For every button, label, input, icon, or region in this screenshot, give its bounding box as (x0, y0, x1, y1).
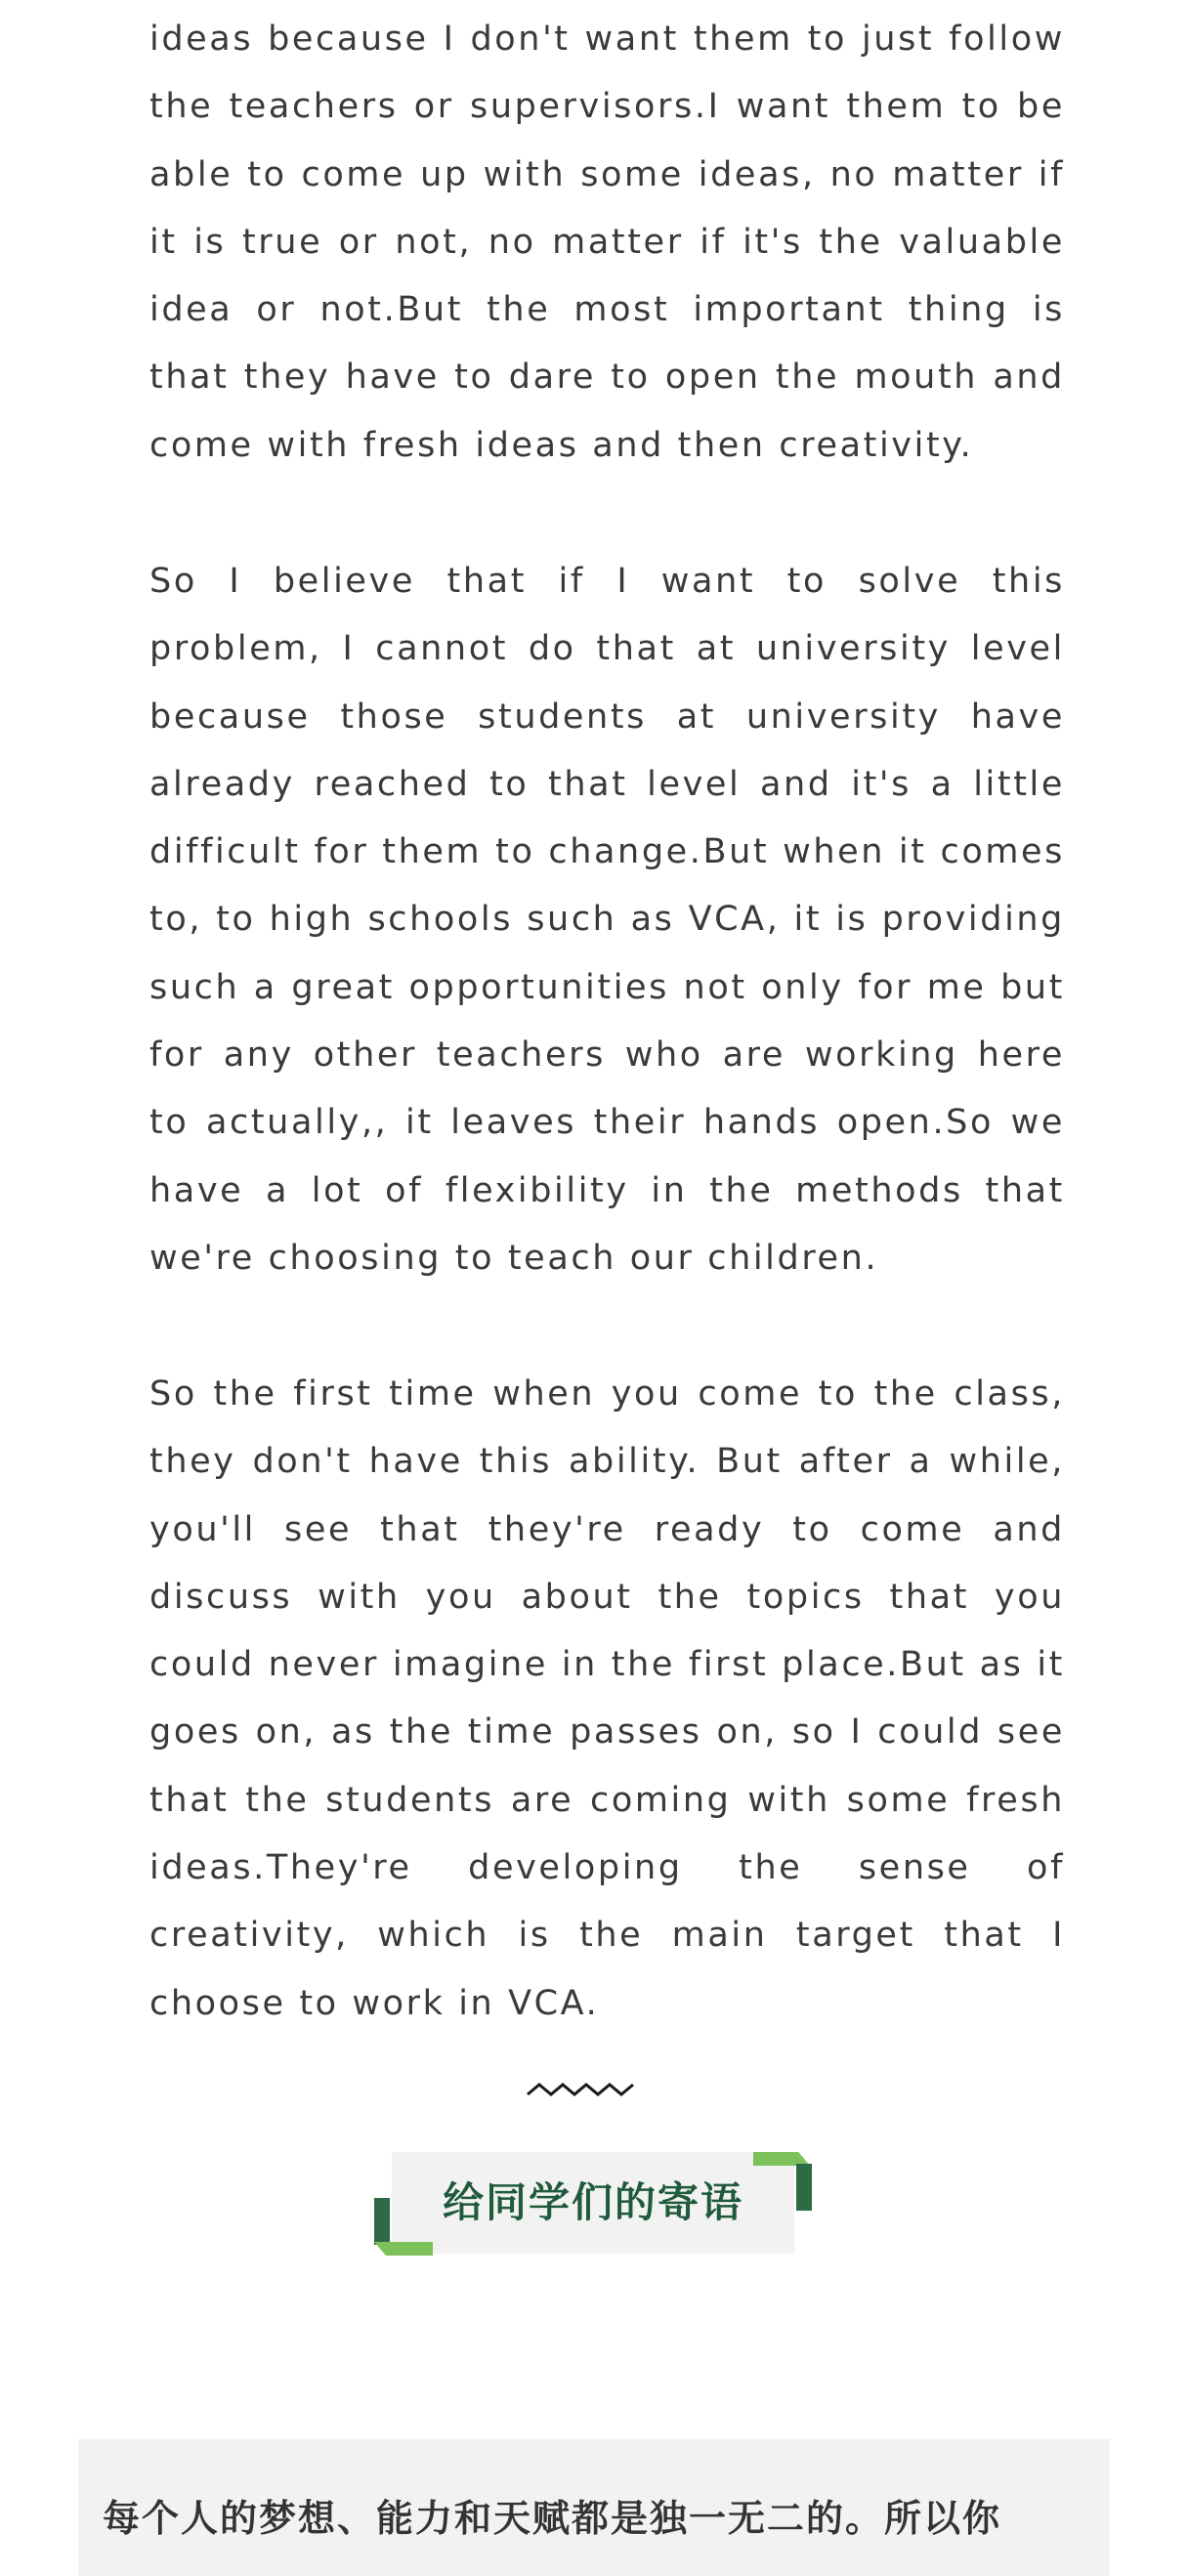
quote-text: 每个人的梦想、能力和天赋都是独一无二的。所以你 (103, 2497, 1002, 2540)
corner-accent-bottom-left (374, 2198, 390, 2245)
zigzag-divider-icon (526, 2079, 635, 2100)
quote-panel (78, 2439, 1110, 2576)
section-header (374, 2152, 814, 2259)
article-paragraph: ideas because I don't want them to just follow the teachers or supervisors.I want them to be able to come up with some ideas, no matter if it is true or not, no matter if it's the valuable idea or not.But the most important thing is that they have to dare to open the mouth and come with fresh ideas and then creativity. (149, 20, 1065, 465)
section-title: 给同学们的寄语 (442, 2178, 743, 2226)
corner-accent-top-right (796, 2164, 812, 2211)
article-paragraph: So I believe that if I want to solve this problem, I cannot do that at university level because those students at university have already reached to that level and it's a little difficult for them to change.But when it comes to, to high schools such as VCA, it is providing such a great opportunities not only for me but for any other teachers who are working here to actually,, it leaves their hands open.So we have a lot of flexibility in the methods that we're choosing to teach our children. (149, 562, 1065, 1278)
article-paragraph: So the first time when you come to the class, they don't have this ability. But after a while, you'll see that they're ready to come and discuss with you about the topics that you could never imagine in the first place.But as it goes on, as the time passes on, so I could see that the students are coming with some fresh ideas.They're developing the sense of creativity, which is the main target that I choose to work in VCA. (149, 1374, 1065, 2023)
